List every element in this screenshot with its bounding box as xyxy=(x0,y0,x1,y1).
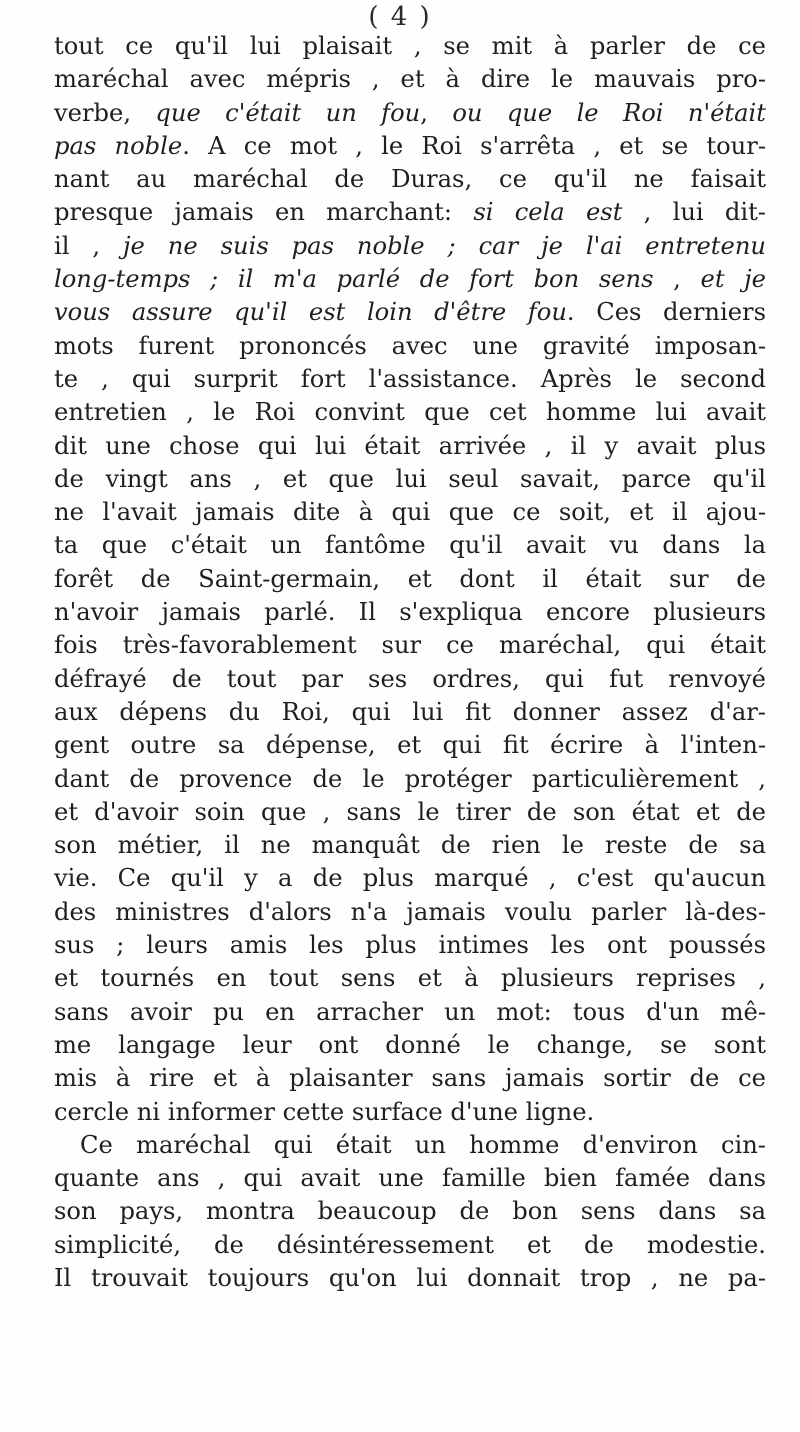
page-number: ( 4 ) xyxy=(368,2,432,32)
text-line xyxy=(54,296,766,329)
italic-fragment: et je xyxy=(700,265,766,294)
text-fragment: ta que c'était un fantôme qu'il avait vu dans la xyxy=(54,531,766,560)
text-line xyxy=(54,629,766,662)
text-fragment: et d'avoir soin que , sans le tirer de son état et de xyxy=(54,797,766,826)
text-fragment: des ministres d'alors n'a jamais voulu parler là-des- xyxy=(54,897,766,926)
text-fragment: quante ans , qui avait une famille bien famée dans xyxy=(54,1164,766,1193)
italic-fragment: que c'était un fou xyxy=(155,98,421,127)
text-fragment: il , xyxy=(54,231,124,260)
text-line xyxy=(54,130,766,163)
text-line xyxy=(54,929,766,962)
text-line xyxy=(54,796,766,829)
text-fragment: sus ; leurs amis les plus intimes les ont poussés xyxy=(54,931,766,960)
text-line xyxy=(54,463,766,496)
text-fragment: nant au maréchal de Duras, ce qu'il ne faisait xyxy=(54,165,766,194)
text-line xyxy=(54,663,766,696)
text-line xyxy=(54,529,766,562)
text-fragment: son pays, montra beaucoup de bon sens dans sa xyxy=(54,1197,766,1226)
text-line xyxy=(54,196,766,229)
text-fragment: presque jamais en marchant: xyxy=(54,198,474,227)
text-fragment: son métier, il ne manquât de rien le reste de sa xyxy=(54,831,766,860)
text-line xyxy=(54,896,766,929)
text-fragment: , xyxy=(653,265,701,294)
text-line xyxy=(54,263,766,296)
text-fragment: simplicité, de désintéressement et de modestie. xyxy=(54,1230,766,1259)
text-line xyxy=(54,163,766,196)
text-line xyxy=(54,1162,766,1195)
text-fragment: maréchal avec mépris , et à dire le mauvais pro- xyxy=(54,65,766,94)
text-fragment: fois très-favorablement sur ce maréchal, qui était xyxy=(54,631,766,660)
text-fragment: Il trouvait toujours qu'on lui donnait trop , ne pa- xyxy=(54,1263,766,1292)
text-fragment: forêt de Saint-germain, et dont il était sur de xyxy=(54,564,766,593)
text-fragment: mots furent prononcés avec une gravité imposan- xyxy=(54,331,766,360)
italic-fragment: je ne suis pas noble ; car je l'ai entretenu xyxy=(123,231,766,260)
text-fragment: , lui dit- xyxy=(622,198,766,227)
text-line xyxy=(54,430,766,463)
text-line xyxy=(54,996,766,1029)
italic-fragment: vous assure qu'il est loin d'être fou xyxy=(54,298,567,327)
body-text xyxy=(54,30,766,1295)
text-fragment: entretien , le Roi convint que cet homme lui avait xyxy=(54,398,766,427)
text-fragment: dit une chose qui lui était arrivée , il y avait plus xyxy=(54,431,766,460)
text-line xyxy=(54,330,766,363)
text-fragment: , xyxy=(420,98,453,127)
text-fragment: de vingt ans , et que lui seul savait, parce qu'il xyxy=(54,464,766,493)
text-fragment: me langage leur ont donné le change, se sont xyxy=(54,1030,766,1059)
text-line xyxy=(54,862,766,895)
text-line xyxy=(54,363,766,396)
text-fragment: verbe, xyxy=(54,98,156,127)
text-fragment: n'avoir jamais parlé. Il s'expliqua encore plusieurs xyxy=(54,598,766,627)
text-line xyxy=(54,763,766,796)
text-line xyxy=(54,1062,766,1095)
text-line xyxy=(54,596,766,629)
text-fragment: sans avoir pu en arracher un mot: tous d'un mê- xyxy=(54,997,766,1026)
italic-fragment: pas noble xyxy=(54,131,183,160)
text-fragment: dant de provence de le protéger particulièrement , xyxy=(54,764,766,793)
text-line xyxy=(54,97,766,130)
text-fragment: tout ce qu'il lui plaisait , se mit à parler de ce xyxy=(54,32,766,60)
text-fragment: défrayé de tout par ses ordres, qui fut renvoyé xyxy=(54,664,766,693)
italic-fragment: long-temps ; il m'a parlé de fort bon sens xyxy=(54,265,654,294)
text-fragment: . A ce mot , le Roi s'arrêta , et se tour- xyxy=(182,131,766,160)
text-fragment: gent outre sa dépense, et qui fit écrire à l'inten- xyxy=(54,731,766,760)
text-line xyxy=(54,1129,766,1162)
italic-fragment: si cela est xyxy=(473,198,623,227)
text-line xyxy=(54,962,766,995)
text-line xyxy=(54,1195,766,1228)
text-fragment: . Ces derniers xyxy=(566,298,766,327)
text-line xyxy=(54,496,766,529)
text-line xyxy=(54,230,766,263)
text-line xyxy=(54,1096,766,1129)
text-fragment: vie. Ce qu'il y a de plus marqué , c'est qu'aucun xyxy=(54,864,766,893)
text-line xyxy=(54,829,766,862)
text-fragment: et tournés en tout sens et à plusieurs reprises , xyxy=(54,964,766,993)
text-fragment: aux dépens du Roi, qui lui fit donner assez d'ar- xyxy=(54,697,766,726)
text-line xyxy=(54,563,766,596)
text-line xyxy=(54,729,766,762)
text-line xyxy=(54,396,766,429)
text-fragment: te , qui surprit fort l'assistance. Après le second xyxy=(54,364,766,393)
text-line xyxy=(54,696,766,729)
italic-fragment: ou que le Roi n'était xyxy=(452,98,766,127)
text-line xyxy=(54,1229,766,1262)
text-fragment: cercle ni informer cette surface d'une ligne. xyxy=(54,1097,595,1126)
text-line xyxy=(54,1029,766,1062)
text-fragment: ne l'avait jamais dite à qui que ce soit, et il ajou- xyxy=(54,498,766,527)
text-fragment: mis à rire et à plaisanter sans jamais sortir de ce xyxy=(54,1064,766,1093)
text-line xyxy=(54,1262,766,1295)
text-line xyxy=(54,30,766,63)
text-line xyxy=(54,63,766,96)
text-fragment: Ce maréchal qui était un homme d'environ cin- xyxy=(80,1130,766,1159)
